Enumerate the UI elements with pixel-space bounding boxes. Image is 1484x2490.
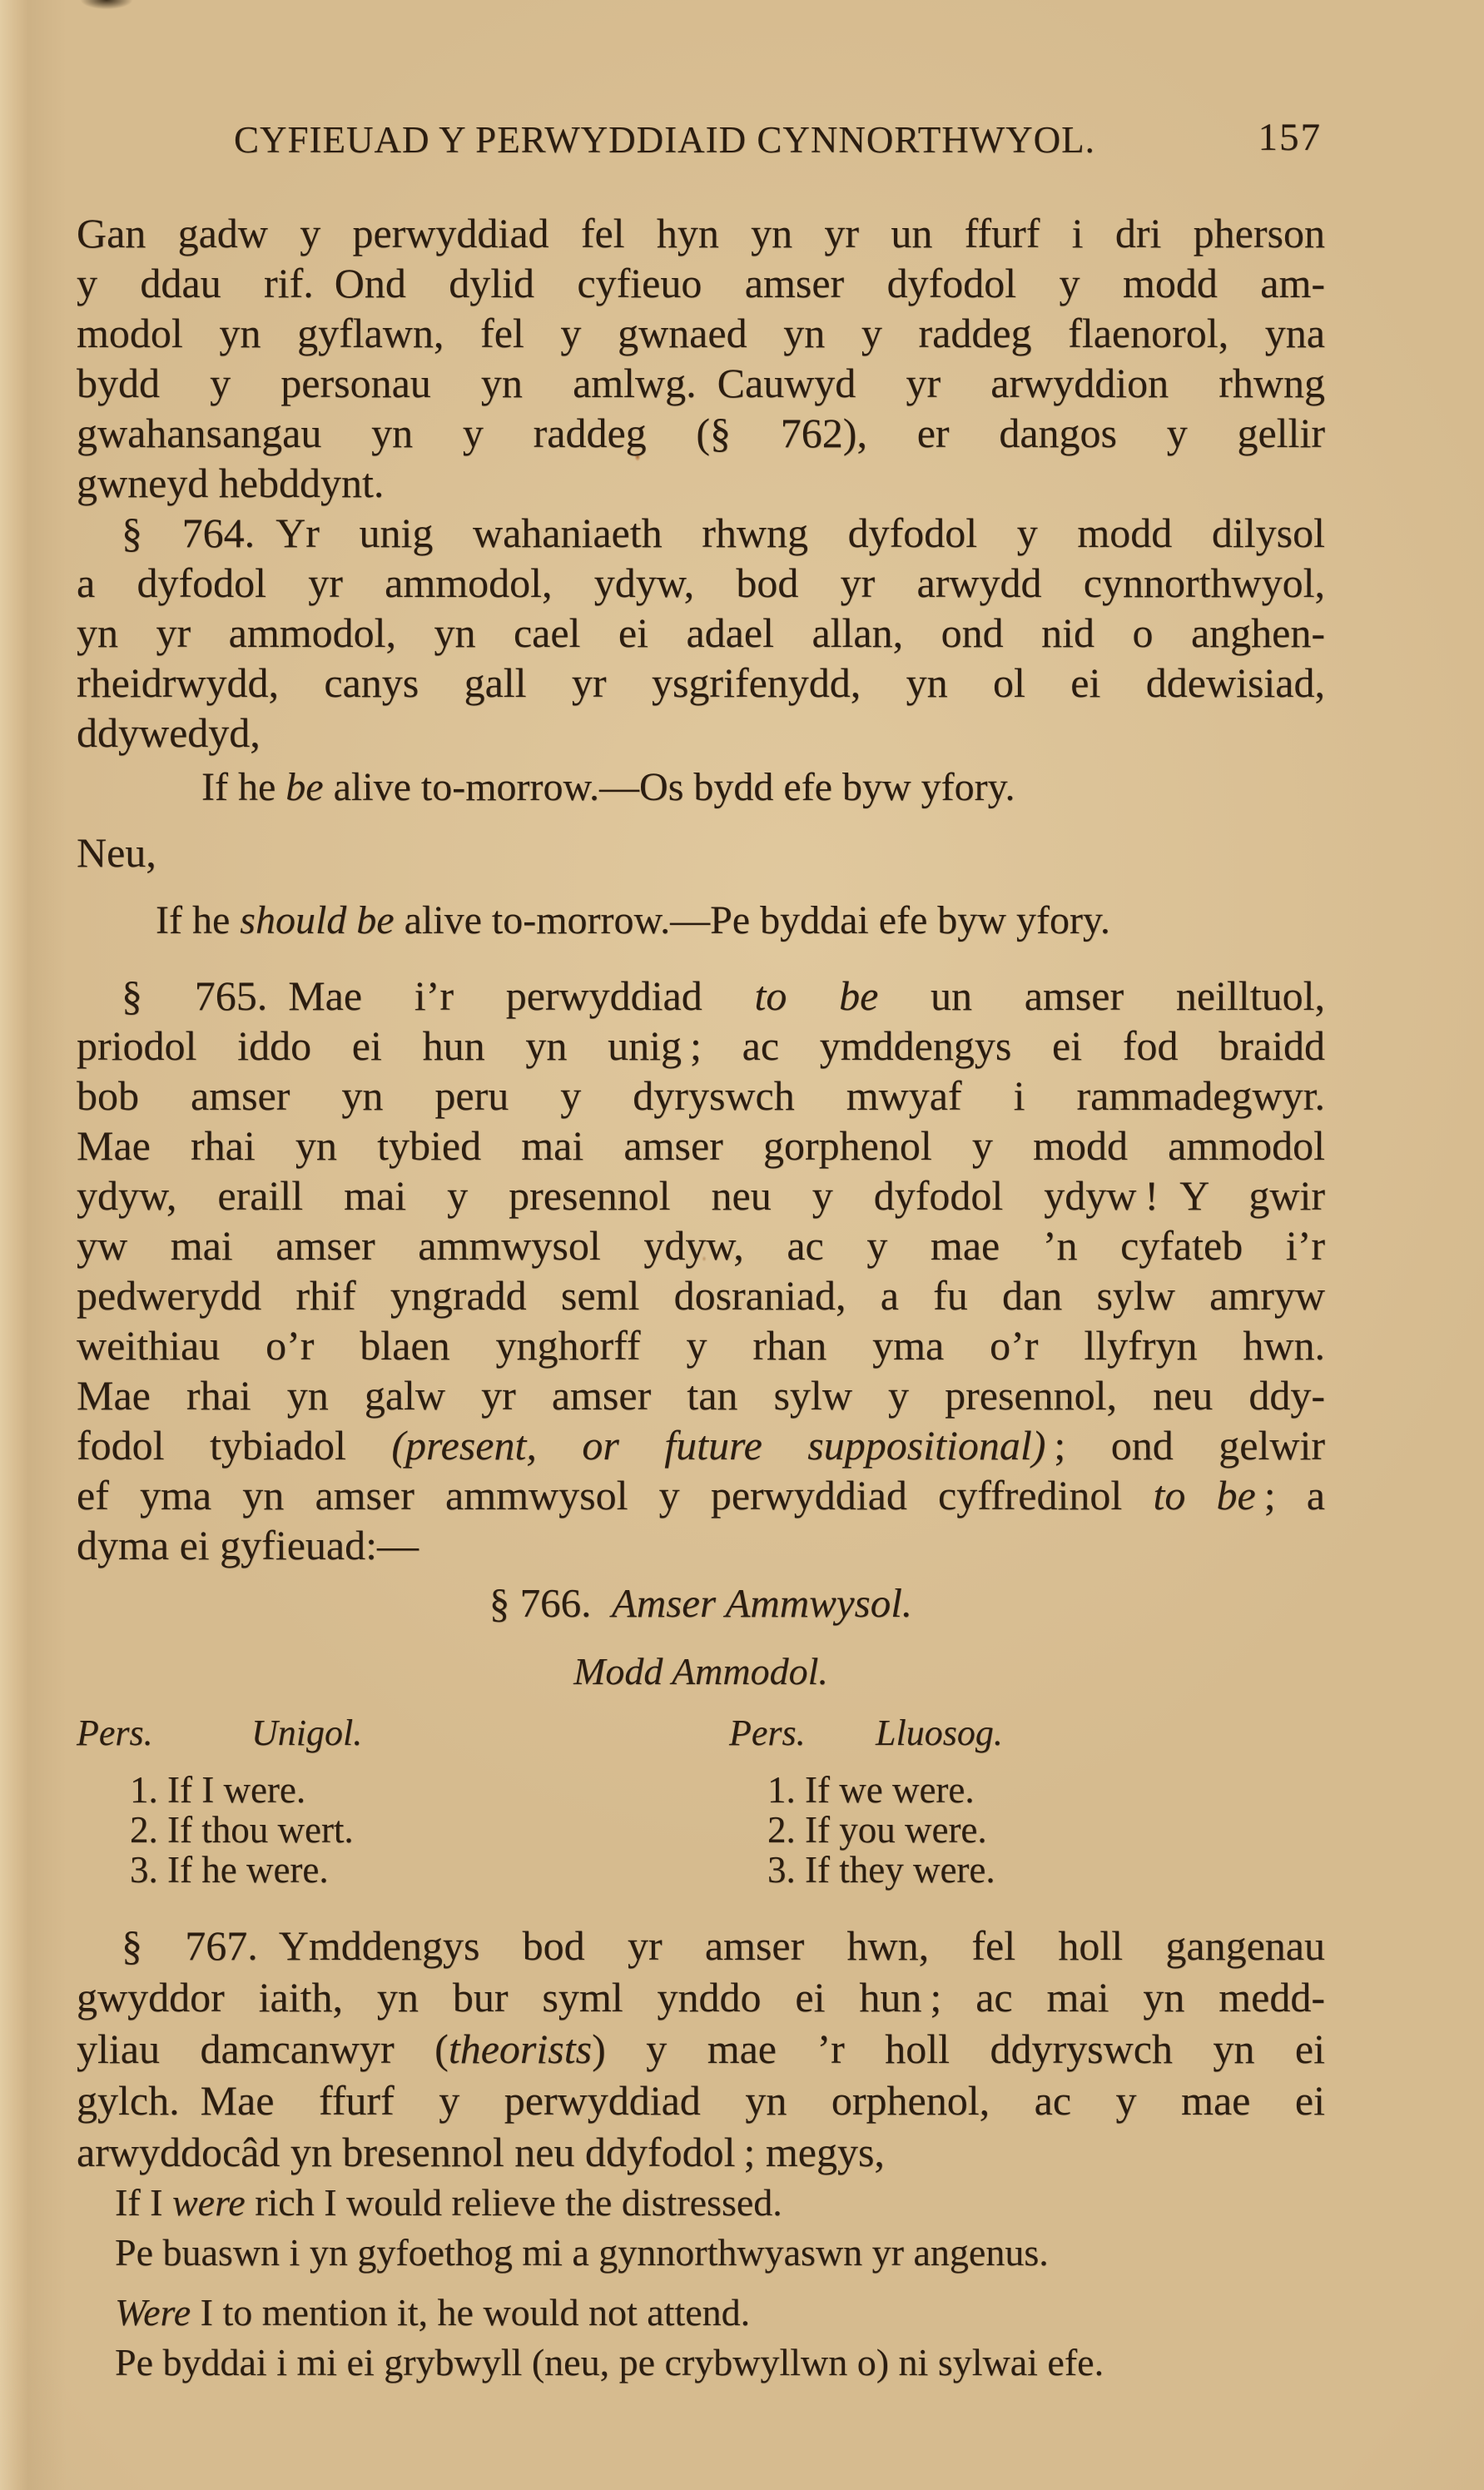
- cell-singular-3: 3. If he were.: [130, 1849, 329, 1891]
- text-line: yn yr ammodol, yn cael ei adael allan, ond nid o anghen-: [77, 609, 1325, 656]
- text-line: Pe byddai i mi ei grybwyll (neu, pe crybwyllwn o) ni sylwai efe.: [115, 2341, 1104, 2383]
- text-line: arwyddocâd yn bresennol neu ddyfodol ; megys,: [77, 2129, 885, 2175]
- paragraph-764: [77, 508, 1325, 758]
- running-head: [77, 118, 1325, 168]
- text-line: Mae rhai yn galw yr amser tan sylw y presennol, neu ddy-: [77, 1372, 1325, 1419]
- text-line: weithiau o’r blaen ynghorff y rhan yma o’r llyfryn hwn.: [77, 1322, 1325, 1369]
- example-sentence-2: If he should be alive to-morrow.—Pe byddai efe byw yfory.: [156, 898, 1110, 942]
- paragraph-continuation: [77, 208, 1325, 508]
- text-line: gwyddor iaith, yn bur syml ynddo ei hun ; ac mai yn medd-: [77, 1974, 1325, 2020]
- header-lluosog: Lluosog.: [876, 1712, 1003, 1753]
- cell-singular-2: 2. If thou wert.: [130, 1809, 354, 1851]
- bottom-example-pair-2: [77, 2288, 1363, 2388]
- cell-plural-2: 2. If you were.: [767, 1809, 987, 1851]
- table-row: [77, 1850, 1325, 1890]
- section-766-heading: § 766. Amser Ammwysol.: [489, 1580, 913, 1626]
- paragraph-765: [77, 971, 1325, 1570]
- cell-plural-3: 3. If they were.: [767, 1849, 995, 1891]
- text-line: ef yma yn amser ammwysol y perwyddiad cyffredinol to be ; a: [77, 1472, 1325, 1518]
- text-line: rheidrwydd, canys gall yr ysgrifenydd, yn ol ei ddewisiad,: [77, 659, 1325, 706]
- text-line: yw mai amser ammwysol ydyw, ac y mae ’n cyfateb i’r: [77, 1222, 1325, 1269]
- text-line: ddywedyd,: [77, 709, 261, 756]
- text-line: § 765. Mae i’r perwyddiad to be un amser neilltuol,: [122, 972, 1325, 1019]
- text-line: Were I to mention it, he would not attend.: [115, 2291, 751, 2333]
- text-line: pedwerydd rhif yngradd seml dosraniad, a fu dan sylw amryw: [77, 1272, 1325, 1319]
- example-sentence-1: If he be alive to-morrow.—Os bydd efe byw yfory.: [201, 765, 1015, 809]
- header-pers-plural: Pers.: [729, 1712, 806, 1753]
- text-line: y ddau rif. Ond dylid cyfieuo amser dyfodol y modd am-: [77, 260, 1325, 306]
- cell-singular-1: 1. If I were.: [130, 1769, 306, 1811]
- text-line: Gan gadw y perwyddiad fel hyn yn yr un ffurf i dri pherson: [77, 210, 1325, 256]
- text-line: gwneyd hebddynt.: [77, 460, 385, 506]
- modd-ammodol-heading: Modd Ammodol.: [573, 1650, 828, 1692]
- table-row: [77, 1770, 1325, 1810]
- table-row: [77, 1810, 1325, 1850]
- text-line: a dyfodol yr ammodol, ydyw, bod yr arwydd cynnorthwyol,: [77, 559, 1325, 606]
- text-line: fodol tybiadol (present, or future suppositional) ; ond gelwir: [77, 1422, 1325, 1469]
- text-line: gwahansangau yn y raddeg (§ 762), er dangos y gellir: [77, 410, 1325, 456]
- text-line: ydyw, eraill mai y presennol neu y dyfodol ydyw ! Y gwir: [77, 1172, 1325, 1219]
- text-line: Pe buaswn i yn gyfoethog mi a gynnorthwyaswn yr angenus.: [115, 2231, 1049, 2274]
- text-line: Mae rhai yn tybied mai amser gorphenol y modd ammodol: [77, 1122, 1325, 1169]
- running-head-title: CYFIEUAD Y PERWYDDIAID CYNNORTHWYOL.: [234, 119, 1095, 161]
- paragraph-767: [77, 1920, 1325, 2178]
- header-pers-singular: Pers.: [77, 1712, 153, 1753]
- bottom-example-pair-1: [77, 2178, 1363, 2278]
- text-line: gylch. Mae ffurf y perwyddiad yn orphenol, ac y mae ei: [77, 2077, 1325, 2124]
- conjugation-table-rows: [77, 1770, 1325, 1890]
- text-line: bydd y personau yn amlwg. Cauwyd yr arwyddion rhwng: [77, 360, 1325, 406]
- connector-neu: Neu,: [77, 829, 156, 876]
- text-line: yliau damcanwyr (theorists) y mae ’r holl ddyryswch yn ei: [77, 2025, 1325, 2072]
- page-number: 157: [1258, 116, 1322, 159]
- text-line: If I were rich I would relieve the distressed.: [115, 2181, 782, 2224]
- conjugation-table-header: [77, 1712, 1325, 1758]
- text-line: modol yn gyflawn, fel y gwnaed yn y raddeg flaenorol, yna: [77, 310, 1325, 356]
- text-line: dyma ei gyfieuad:—: [77, 1522, 419, 1568]
- text-line: § 764. Yr unig wahaniaeth rhwng dyfodol y modd dilysol: [122, 509, 1325, 556]
- header-unigol: Unigol.: [251, 1712, 363, 1753]
- text-line: bob amser yn peru y dyryswch mwyaf i rammadegwyr.: [77, 1072, 1325, 1119]
- text-line: priodol iddo ei hun yn unig ; ac ymddengys ei fod braidd: [77, 1022, 1325, 1069]
- cell-plural-1: 1. If we were.: [767, 1769, 975, 1811]
- text-line: § 767. Ymddengys bod yr amser hwn, fel holl gangenau: [122, 1922, 1325, 1969]
